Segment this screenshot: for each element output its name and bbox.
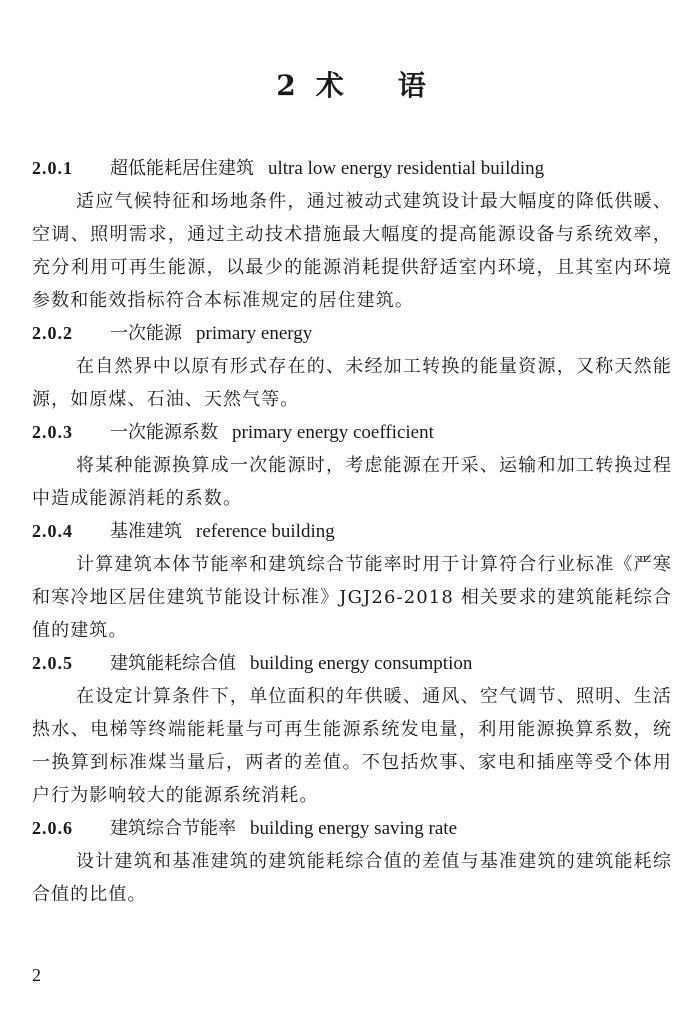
term-chinese: 建筑能耗综合值 bbox=[110, 653, 236, 674]
term-definition: 适应气候特征和场地条件，通过被动式建筑设计最大幅度的降低供暖、空调、照明需求，通过主动技术措施最大幅度的提高能源设备与系统效率，充分利用可再生能源，以最少的能源消耗提供舒适室内环境，且其室内环境参数和能效指标符合本标准规定的居住建筑。 bbox=[32, 191, 672, 311]
term-definition: 在自然界中以原有形式存在的、未经加工转换的能量资源，又称天然能源，如原煤、石油、天然气等。 bbox=[32, 356, 672, 410]
term-number: 2.0.6 bbox=[32, 818, 73, 838]
chapter-title-part2: 语 bbox=[397, 69, 428, 102]
term-definition: 在设定计算条件下，单位面积的年供暖、通风、空气调节、照明、生活热水、电梯等终端能耗量与可再生能源系统发电量，利用能源换算系数，统一换算到标准煤当量后，两者的差值。不包括炊事、家电和插座等受个体用户行为影响较大的能源系统消耗。 bbox=[32, 686, 672, 806]
term-heading bbox=[32, 515, 672, 548]
term-entry-2-0-5 bbox=[32, 647, 672, 812]
term-entry-2-0-2 bbox=[32, 317, 672, 416]
term-chinese: 超低能耗居住建筑 bbox=[110, 158, 254, 179]
term-entry-2-0-3 bbox=[32, 416, 672, 515]
term-english: building energy saving rate bbox=[250, 818, 458, 839]
chapter-title-part1: 术 bbox=[315, 69, 346, 102]
term-definition: 计算建筑本体节能率和建筑综合节能率时用于计算符合行业标准《严寒和寒冷地区居住建筑节能设计标准》JGJ26-2018 相关要求的建筑能耗综合值的建筑。 bbox=[32, 554, 672, 641]
term-chinese: 建筑综合节能率 bbox=[110, 818, 236, 839]
term-number: 2.0.4 bbox=[32, 521, 73, 541]
term-heading bbox=[32, 647, 672, 680]
term-definition: 设计建筑和基准建筑的建筑能耗综合值的差值与基准建筑的建筑能耗综合值的比值。 bbox=[32, 851, 672, 905]
term-english: primary energy coefficient bbox=[232, 422, 434, 443]
term-entry-2-0-4 bbox=[32, 515, 672, 647]
term-english: primary energy bbox=[196, 323, 313, 344]
term-heading bbox=[32, 317, 672, 350]
term-english: ultra low energy residential building bbox=[268, 158, 545, 179]
term-english: reference building bbox=[196, 521, 335, 542]
term-english: building energy consumption bbox=[250, 653, 473, 674]
term-heading bbox=[32, 812, 672, 845]
term-number: 2.0.1 bbox=[32, 158, 73, 178]
page-number: 2 bbox=[32, 965, 41, 985]
term-definition: 将某种能源换算成一次能源时，考虑能源在开采、运输和加工转换过程中造成能源消耗的系数。 bbox=[32, 455, 672, 509]
term-list bbox=[32, 152, 672, 911]
term-chinese: 一次能源 bbox=[110, 323, 182, 344]
term-number: 2.0.2 bbox=[32, 323, 73, 343]
term-number: 2.0.3 bbox=[32, 422, 73, 442]
chapter-number: 2 bbox=[276, 69, 298, 102]
term-heading bbox=[32, 416, 672, 449]
term-number: 2.0.5 bbox=[32, 653, 73, 673]
term-entry-2-0-1 bbox=[32, 152, 672, 317]
term-chinese: 一次能源系数 bbox=[110, 422, 218, 443]
chapter-title bbox=[32, 0, 672, 120]
term-entry-2-0-6 bbox=[32, 812, 672, 911]
term-chinese: 基准建筑 bbox=[110, 521, 182, 542]
term-heading bbox=[32, 152, 672, 185]
